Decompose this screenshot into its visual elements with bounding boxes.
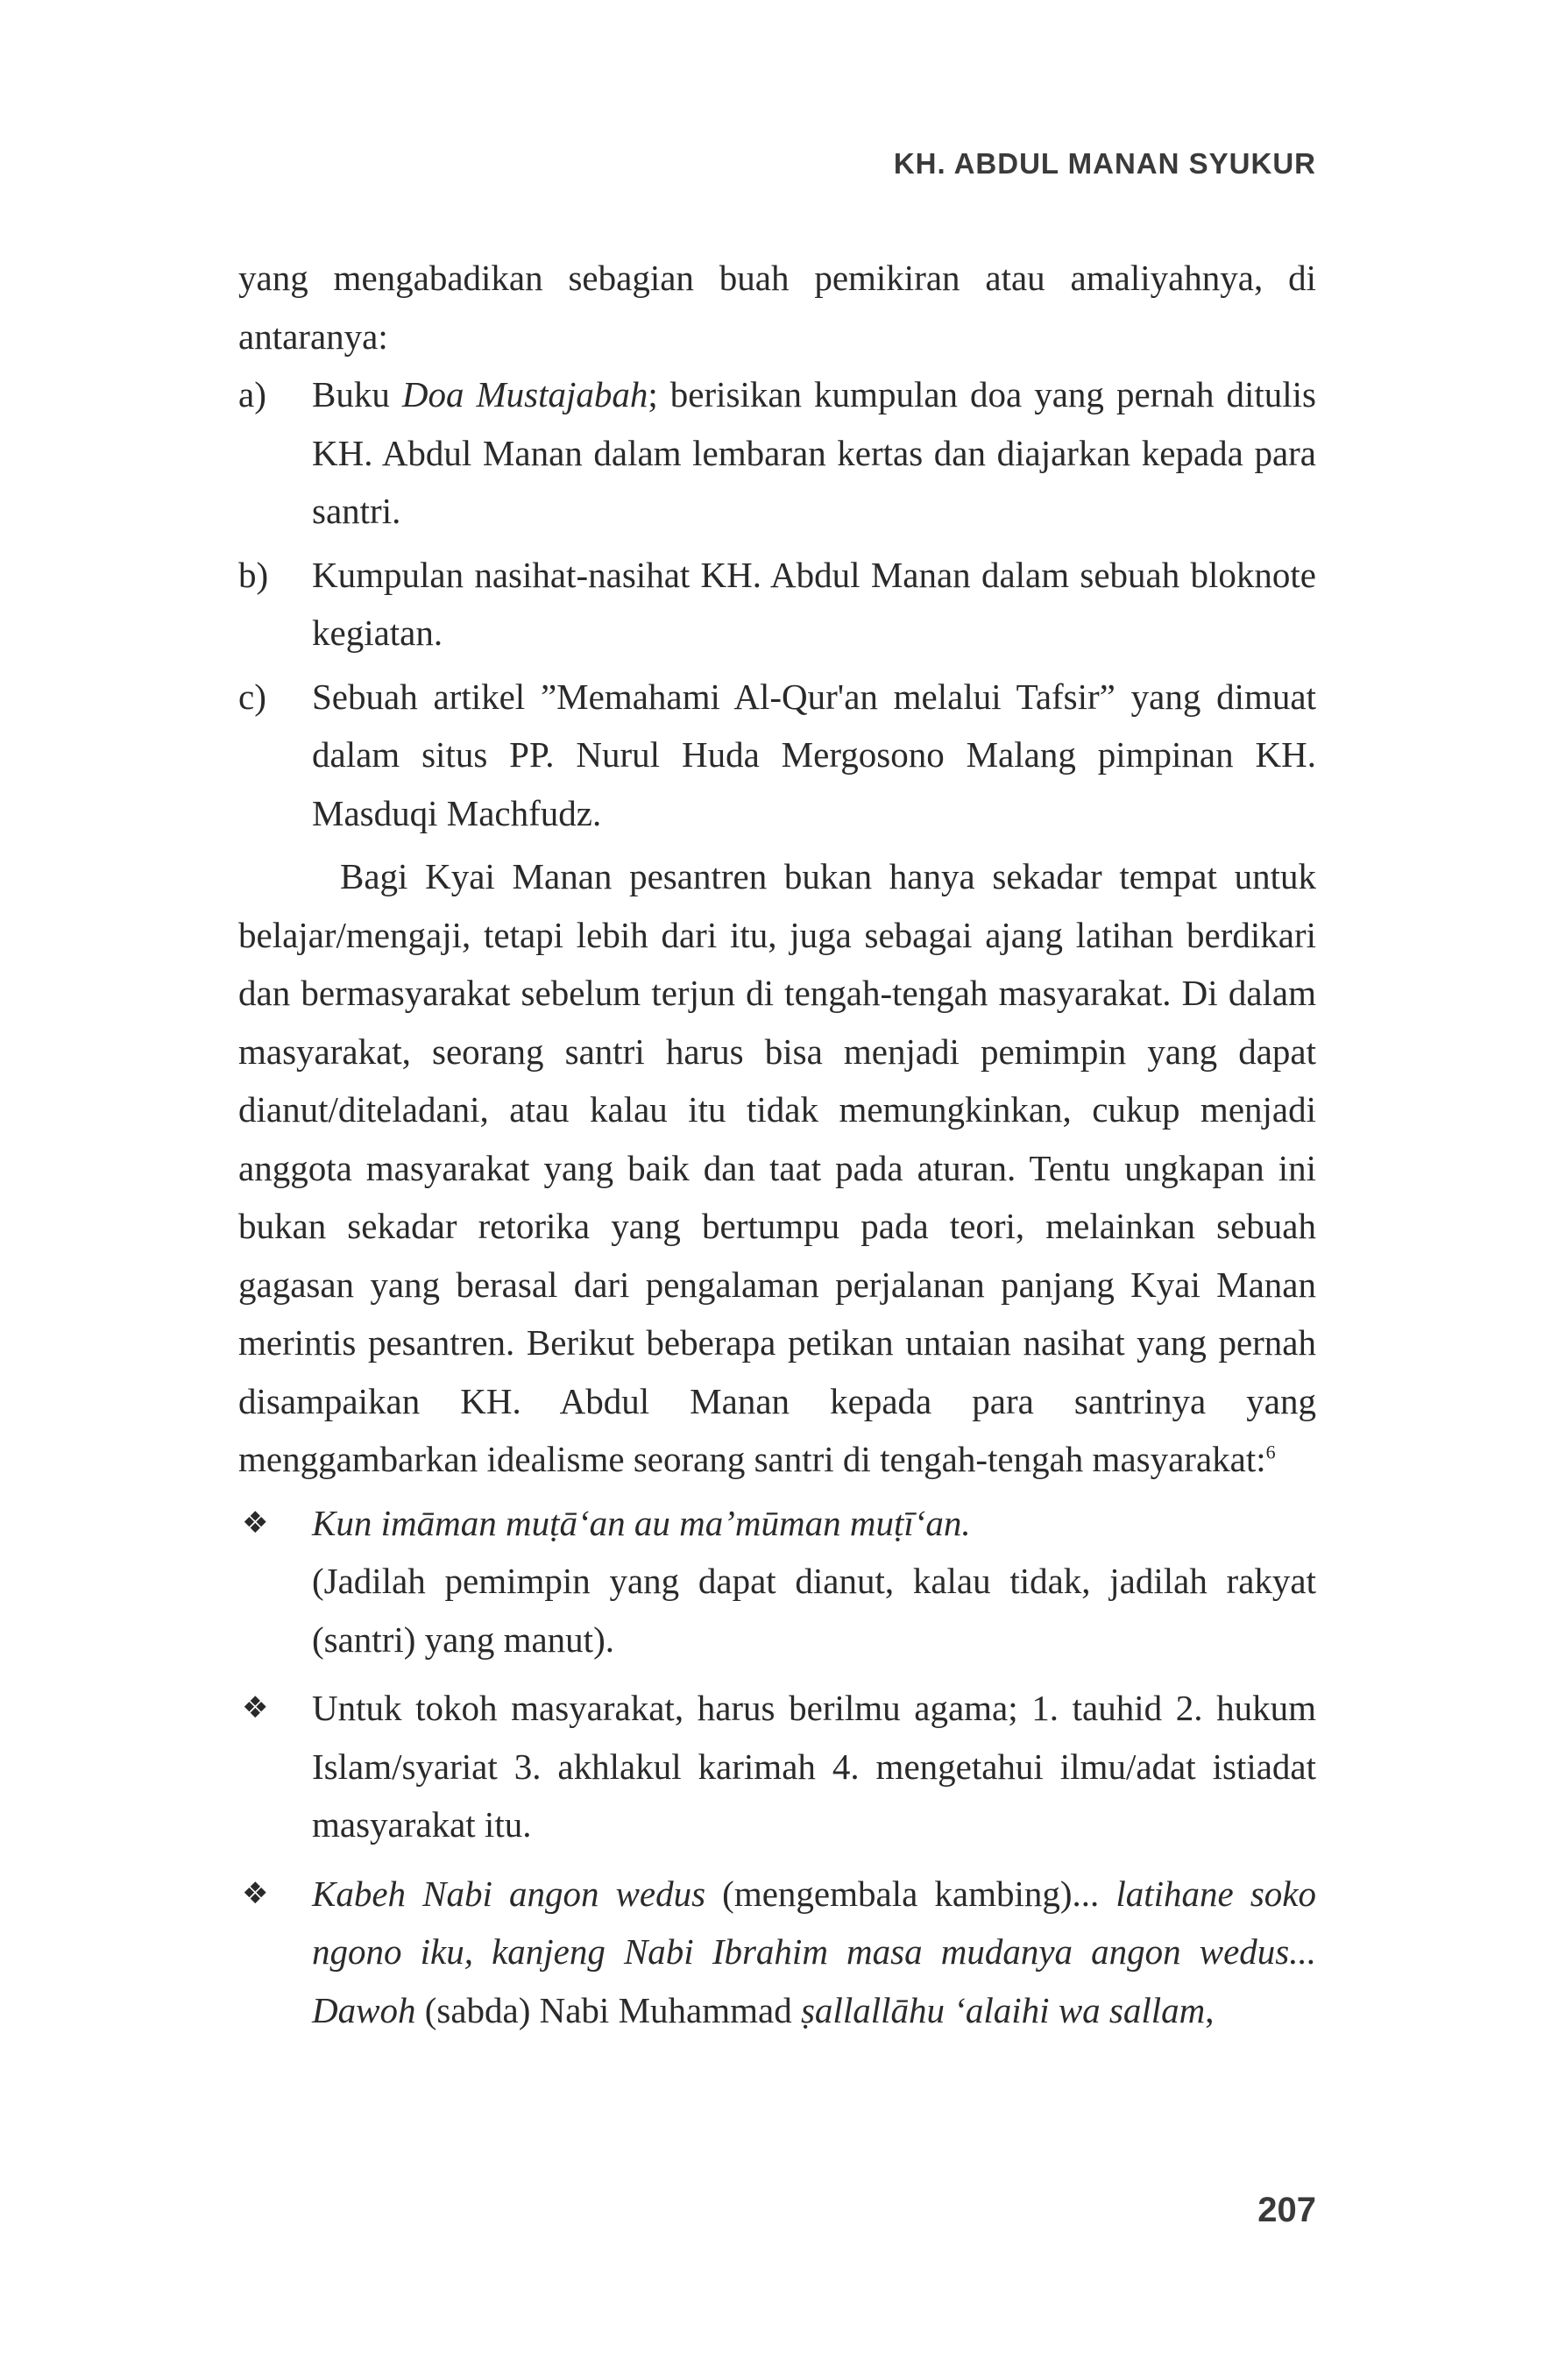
- list-item-text: Sebuah artikel ”Memahami Al-Qur'an melalui Tafsir” yang dimuat dalam situs PP. Nurul Huda Mergosono Malang pimpinan KH. Masduqi Machfudz.: [312, 676, 1316, 833]
- footnote-marker: 6: [1265, 1441, 1276, 1463]
- list-item: [238, 365, 1316, 541]
- translation-text: (Jadilah pemimpin yang dapat dianut, kalau tidak, jadilah rakyat (santri) yang manut).: [312, 1561, 1316, 1660]
- list-item: [238, 668, 1316, 843]
- paragraph-text: Bagi Kyai Manan pesantren bukan hanya sekadar tempat untuk belajar/mengaji, tetapi lebih dari itu, juga sebagai ajang latihan berdikari dan bermasyarakat sebelum terjun di tengah-tengah masyarakat. Di dalam masyarakat, seorang santri harus bisa menjadi pemimpin yang dapat dianut/diteladani, atau kalau itu tidak memungkinkan, cukup menjadi anggota masyarakat yang baik dan taat pada aturan. Tentu ungkapan ini bukan sekadar retorika yang bertumpu pada teori, melainkan sebuah gagasan yang berasal dari pengalaman perjalanan panjang Kyai Manan merintis pesantren. Berikut beberapa petikan untaian nasihat yang pernah disampaikan KH. Abdul Manan kepada para santrinya yang menggambarkan idealisme seorang santri di tengah-tengah masyarakat:: [238, 856, 1316, 1479]
- list-item-text: (mengembala kambing)...: [705, 1873, 1116, 1914]
- list-item-text: ,: [1205, 1989, 1215, 2030]
- list-item: [238, 1494, 1316, 1669]
- page-body: [238, 249, 1316, 2050]
- javanese-quote: latihane soko ngono iku, kanjeng Nabi Ibrahim masa mudanya angon wedus... Dawoh: [312, 1873, 1316, 2030]
- diamond-bullet-icon: ❖: [242, 1505, 269, 1541]
- arabic-transliteration: ṣallallāhu ‘alaihi wa sallam: [800, 1989, 1206, 2030]
- page-number: 207: [1257, 2191, 1316, 2229]
- list-marker: b): [238, 554, 269, 595]
- javanese-quote: Kabeh Nabi angon wedus: [312, 1873, 706, 1914]
- list-marker: c): [238, 676, 266, 717]
- running-header: KH. ABDUL MANAN SYUKUR: [893, 147, 1316, 180]
- list-item: [238, 546, 1316, 662]
- intro-text: yang mengabadikan sebagian buah pemikiran atau amaliyahnya, di antaranya:: [238, 258, 1316, 357]
- list-item: [238, 1865, 1316, 2040]
- book-title: Doa Mustajabah: [401, 374, 648, 414]
- body-paragraph: [238, 847, 1316, 1489]
- list-item-text: Kumpulan nasihat-nasihat KH. Abdul Manan dalam sebuah bloknote kegiatan.: [312, 554, 1316, 653]
- list-item-text: Untuk tokoh masyarakat, harus berilmu agama; 1. tauhid 2. hukum Islam/syariat 3. akhlakul karimah 4. mengetahui ilmu/adat istiadat masyarakat itu.: [312, 1688, 1316, 1845]
- works-list: [238, 365, 1316, 842]
- list-marker: a): [238, 374, 266, 414]
- diamond-bullet-icon: ❖: [242, 1690, 269, 1725]
- list-item: [238, 1679, 1316, 1854]
- arabic-transliteration: Kun imāman muṭā‘an au ma’mūman muṭī‘an.: [312, 1502, 971, 1543]
- list-item-text: (sabda) Nabi Muhammad: [415, 1989, 801, 2030]
- advice-list: [238, 1494, 1316, 2040]
- diamond-bullet-icon: ❖: [242, 1875, 269, 1911]
- list-item-prefix: Buku: [312, 374, 402, 414]
- list-item-text: ; berisikan kumpulan doa yang pernah ditulis KH. Abdul Manan dalam lembaran kertas dan diajarkan kepada para santri.: [312, 374, 1317, 531]
